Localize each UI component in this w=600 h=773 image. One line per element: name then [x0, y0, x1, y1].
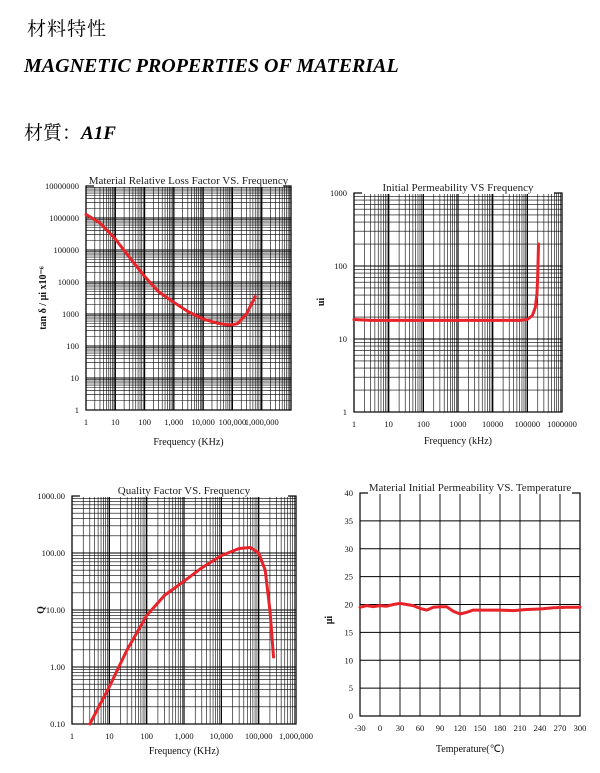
q-series-line	[90, 548, 274, 725]
english-title: MAGNETIC PROPERTIES OF MATERIAL	[24, 55, 399, 77]
y-tick-label: 5	[348, 683, 353, 694]
y-tick-label: 10000	[57, 277, 79, 287]
y-tick-label: 1	[74, 405, 79, 415]
y-tick-label: 10	[344, 655, 353, 666]
y-tick-label: 100	[334, 261, 347, 271]
x-axis-label: Frequency (KHz)	[148, 746, 220, 757]
y-tick-label: 25	[344, 571, 353, 582]
x-axis-label: Temperature(℃)	[435, 744, 505, 755]
x-tick-label: 1	[69, 731, 75, 741]
x-tick-label: 210	[513, 723, 527, 733]
x-tick-label: 100	[416, 419, 430, 429]
x-tick-label: 1,000,000	[244, 417, 279, 427]
y-tick-label: 1.00	[50, 662, 65, 672]
q-chart	[36, 484, 313, 757]
y-tick-label: 0.10	[50, 719, 65, 729]
y-tick-label: 0	[348, 711, 353, 721]
x-tick-label: 100,000	[218, 417, 247, 427]
x-axis-label: Frequency (kHz)	[423, 436, 493, 447]
x-tick-label: 1,000,000	[279, 731, 313, 741]
y-axis-label: ui	[316, 297, 327, 307]
x-tick-label: 100000	[514, 419, 541, 429]
x-tick-label: 100	[140, 731, 154, 741]
x-tick-label: 60	[415, 723, 425, 733]
x-axis-label: Frequency (KHz)	[153, 437, 224, 448]
y-tick-label: 100.00	[41, 548, 65, 558]
x-tick-label: 150	[473, 723, 487, 733]
y-tick-label: 1000.00	[37, 491, 65, 501]
temp-series-line	[360, 603, 580, 614]
chinese-title: 材料特性	[27, 19, 108, 40]
x-tick-label: 90	[435, 723, 445, 733]
loss-chart	[38, 174, 291, 448]
chart-title: Initial Permeability VS Frequency	[382, 182, 534, 194]
chart-title: Material Initial Permeability VS. Temperature	[368, 482, 572, 494]
y-tick-label: 30	[344, 543, 353, 554]
y-tick-label: 35	[344, 515, 353, 526]
x-tick-label: 1	[351, 419, 357, 429]
x-tick-label: 10,000	[191, 417, 215, 427]
x-tick-label: 1000000	[547, 419, 577, 429]
x-tick-label: 180	[493, 723, 507, 733]
x-tick-label: 300	[573, 723, 587, 733]
material-name: A1F	[81, 123, 116, 144]
temp-chart	[324, 481, 586, 755]
y-tick-label: 100000	[53, 245, 79, 255]
material-prefix: 材質：	[24, 123, 82, 144]
y-tick-label: 10	[70, 373, 79, 383]
y-tick-label: 10.00	[45, 605, 65, 615]
y-axis-label: tan δ / μi x10⁻⁶	[38, 266, 49, 330]
x-tick-label: 120	[453, 723, 467, 733]
x-tick-label: 10000	[482, 419, 504, 429]
y-tick-label: 100	[66, 341, 79, 351]
x-tick-label: 0	[377, 723, 383, 733]
x-tick-label: -30	[354, 723, 366, 733]
x-tick-label: 10,000	[209, 731, 234, 741]
x-tick-label: 100	[138, 417, 151, 427]
y-tick-label: 1	[342, 407, 347, 417]
y-tick-label: 20	[344, 599, 353, 610]
x-tick-label: 10	[111, 417, 120, 427]
y-tick-label: 1000	[330, 188, 347, 198]
x-tick-label: 10	[384, 419, 393, 429]
x-tick-label: 1000	[449, 419, 467, 429]
x-tick-label: 1,000	[174, 731, 194, 741]
chart-title: Quality Factor VS. Frequency	[117, 485, 251, 497]
perm-chart	[316, 181, 577, 447]
y-tick-label: 10000000	[45, 181, 79, 191]
x-tick-label: 30	[395, 723, 405, 733]
x-tick-label: 240	[533, 723, 547, 733]
x-tick-label: 1,000	[164, 417, 184, 427]
y-axis-label: Q	[36, 606, 47, 614]
y-tick-label: 1000	[62, 309, 79, 319]
y-tick-label: 10	[338, 334, 347, 344]
x-tick-label: 270	[553, 723, 567, 733]
x-tick-label: 100,000	[244, 731, 273, 741]
y-axis-label: μi	[324, 615, 335, 625]
x-tick-label: 10	[105, 731, 114, 741]
x-tick-label: 1	[83, 417, 89, 427]
y-tick-label: 40	[344, 488, 353, 498]
y-tick-label: 15	[344, 627, 353, 638]
chart-title: Material Relative Loss Factor VS. Frequency	[88, 175, 289, 187]
y-tick-label: 1000000	[49, 213, 79, 223]
